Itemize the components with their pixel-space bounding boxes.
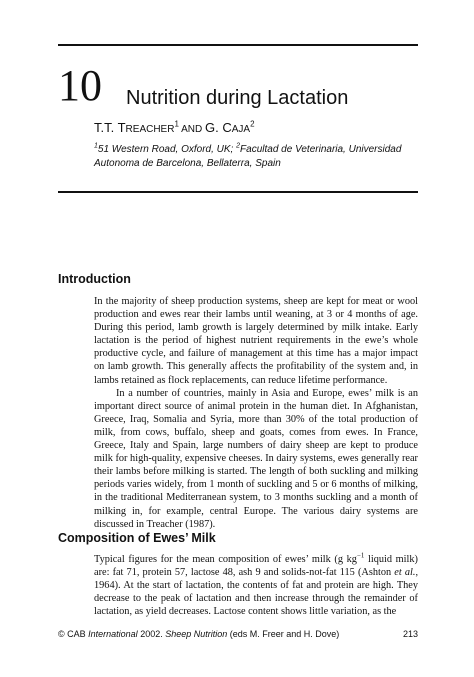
footer-year: 2002. bbox=[137, 629, 166, 639]
author-affiliations bbox=[94, 143, 424, 171]
composition-paragraph-1 bbox=[94, 553, 418, 618]
top-rule bbox=[58, 44, 418, 46]
footer-copyright: © CAB bbox=[58, 629, 89, 639]
composition-text-c: , 1964). At the start of lactation, the contents of fat and protein are high. They decrease to the peak of lactation and then increase through the remainder of lactation, as yield decreases. Lactose content shows little variation, as the bbox=[94, 567, 419, 618]
unit-exponent: −1 bbox=[356, 551, 365, 560]
author-1-surname: REACHER bbox=[125, 124, 175, 135]
authors-conjunction: AND bbox=[178, 124, 206, 135]
bottom-rule bbox=[58, 191, 418, 193]
author-1-initials: T.T. T bbox=[94, 120, 126, 135]
affiliation-1: 51 Western Road, Oxford, UK; bbox=[97, 144, 237, 155]
introduction-paragraph-2: In a number of countries, mainly in Asia and Europe, ewes’ milk is an important direct source of animal protein in the human diet. In Afghanistan, Greece, Iraq, Somalia and Syria, more than 30% of the total production of milk, from cows, buffalo, sheep and goats, comes from ewes. In France, Greece, Italy and Spain, large numbers of dairy sheep are kept to produce milk for high-quality, expensive cheeses. In dairy systems, ewes generally rear their lambs before milking is started. The length of both suckling and milking periods varies widely, from 1 month of suckling and 5 or 6 months of milking, in the traditional Mediterranean system, to 3 months suckling and a month of milking in, for example, central Europe. The various dairy systems are discussed in Treacher (1987). bbox=[94, 387, 418, 530]
composition-text-a: Typical figures for the mean composition of ewes’ milk (g kg bbox=[94, 554, 357, 565]
footer-editors: (eds M. Freer and H. Dove) bbox=[227, 629, 340, 639]
author-2-affiliation-mark: 2 bbox=[250, 119, 255, 129]
introduction-paragraph-1: In the majority of sheep production systems, sheep are kept for meat or wool production and ewes rear their lambs until weaning, at 3 or 4 months of age. During this period, lamb growth is largely determined by milk intake. Early lactation is the period of highest nutrient requirements in the ewe’s whole productive cycle, and failure of management at this time has a major impact on lamb growth. This generally affects the profitability of the system and, in lambs retained as flock replacements, can reduce lifetime performance. bbox=[94, 296, 418, 386]
affiliation-2-mark: 2 bbox=[236, 142, 241, 150]
chapter-number: 10 bbox=[58, 61, 102, 110]
introduction-body bbox=[94, 295, 418, 531]
footer-publisher: International bbox=[88, 629, 138, 639]
composition-text-b: liquid milk) are: fat 71, protein 57, lactose 48, ash 9 and solids-not-fat 115 (Ashton bbox=[94, 554, 418, 579]
footer-book-title: Sheep Nutrition bbox=[165, 629, 228, 639]
affiliation-1-mark: 1 bbox=[94, 142, 98, 150]
composition-body bbox=[94, 553, 418, 618]
author-1-affiliation-mark: 1 bbox=[174, 119, 179, 129]
footer-credit bbox=[58, 628, 339, 640]
chapter-authors bbox=[94, 120, 255, 138]
affiliation-2: Facultad de Veterinaria, Universidad Autonoma de Barcelona, Bellaterra, Spain bbox=[94, 144, 402, 169]
section-heading-introduction: Introduction bbox=[58, 272, 131, 286]
author-2-initials: G. C bbox=[205, 120, 232, 135]
page-number: 213 bbox=[402, 629, 418, 639]
section-heading-composition: Composition of Ewes’ Milk bbox=[58, 531, 216, 545]
author-2-surname: AJA bbox=[231, 124, 251, 135]
chapter-title: Nutrition during Lactation bbox=[126, 87, 349, 109]
citation-et-al: et al. bbox=[394, 567, 416, 579]
